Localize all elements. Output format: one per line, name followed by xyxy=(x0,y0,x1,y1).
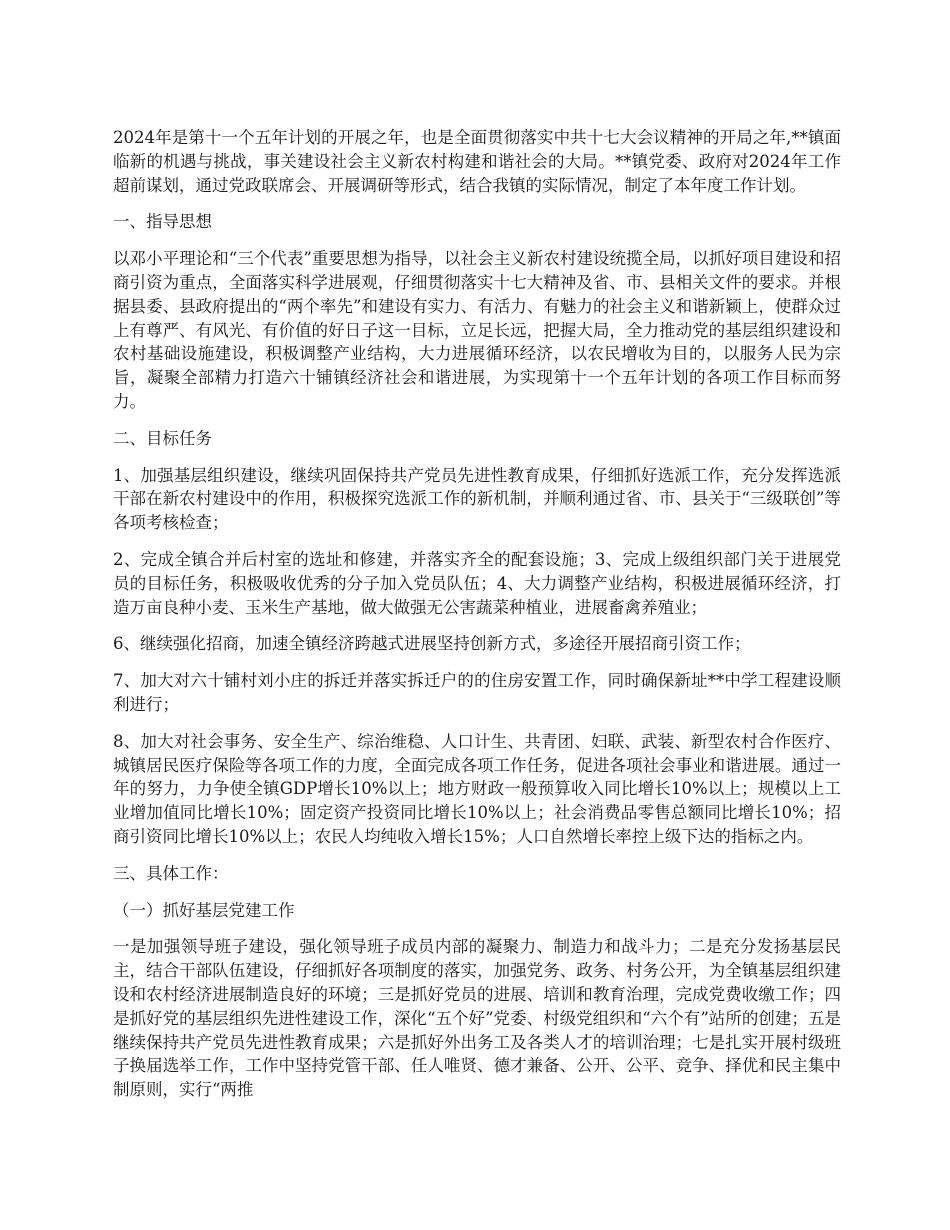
goal-item-8: 8、加大对社会事务、安全生产、综治维稳、人口计生、共青团、妇联、武装、新型农村合作医疗、城镇居民医疗保险等各项工作的力度，全面完成各项工作任务，促进各项社会事业和谐进展。通过一年的努力，力争使全镇GDP增长10%以上；地方财政一般预算收入同比增长10%以上；规模以上工业增加值同比增长10%；固定资产投资同比增长10%以上；社会消费品零售总额同比增长10%；招商引资同比增长10%以上；农民人均纯收入增长15%；人口自然增长率控上级下达的指标之内。 xyxy=(113,731,841,846)
document-body xyxy=(113,126,841,1115)
intro-paragraph: 2024年是第十一个五年计划的开展之年，也是全面贯彻落实中共十七大会议精神的开局之年,**镇面临新的机遇与挑战，事关建设社会主义新农村构建和谐社会的大局。**镇党委、政府对2024年工作超前谋划，通过党政联席会、开展调研等形式，结合我镇的实际情况，制定了本年度工作计划。 xyxy=(113,128,841,195)
goal-item-1: 1、加强基层组织建设，继续巩固保持共产党员先进性教育成果，仔细抓好选派工作，充分发挥选派干部在新农村建设中的作用，积极探究选派工作的新机制，并顺利通过省、市、县关于“三级联创”等各项考核检查； xyxy=(113,465,841,533)
party-building-paragraph: 一是加强领导班子建设，强化领导班子成员内部的凝聚力、制造力和战斗力；二是充分发扬基层民主，结合干部队伍建设，仔细抓好各项制度的落实，加强党务、政务、村务公开，为全镇基层组织建设和农村经济进展制造良好的环境；三是抓好党员的进展、培训和教育治理，完成党费收缴工作；四是抓好党的基层组织先进性建设工作，深化“五个好”党委、村级党组织和“六个有”站所的创建；五是继续保持共产党员先进性教育成果；六是抓好外出务工及各类人才的培训治理；七是扎实开展村级班子换届选举工作，工作中坚持党管干部、任人唯贤、德才兼备、公开、公平、竞争、择优和民主集中制原则，实行“两推 xyxy=(113,937,841,1100)
subsection-heading-party-building: （一）抓好基层党建工作 xyxy=(113,900,295,920)
section-heading-goals: 二、目标任务 xyxy=(113,428,212,448)
goal-item-6: 6、继续强化招商，加速全镇经济跨越式进展坚持创新方式，多途径开展招商引资工作； xyxy=(113,634,751,654)
goal-items-2-4: 2、完成全镇合并后村室的选址和修建，并落实齐全的配套设施；3、完成上级组织部门关于进展党员的目标任务，积极吸收优秀的分子加入党员队伍；4、大力调整产业结构，积极进展循环经济，打造万亩良种小麦、玉米生产基地，做大做强无公害蔬菜种植业，进展畜禽养殖业； xyxy=(113,549,841,617)
section-heading-specific-work: 三、具体工作： xyxy=(113,863,229,883)
goal-item-7: 7、加大对六十铺村刘小庄的拆迁并落实拆迁户的的住房安置工作，同时确保新址**中学工程建设顺利进行； xyxy=(113,671,841,714)
guiding-ideology-paragraph: 以邓小平理论和“三个代表”重要思想为指导，以社会主义新农村建设统揽全局，以抓好项目建设和招商引资为重点，全面落实科学进展观，仔细贯彻落实十七大精神及省、市、县相关文件的要求。并根据县委、县政府提出的“两个率先”和建设有实力、有活力、有魅力的社会主义和谐新颖上，使群众过上有尊严、有风光、有价值的好日子这一目标，立足长远，把握大局，全力推动党的基层组织建设和农村基础设施建设，积极调整产业结构，大力进展循环经济，以农民增收为目的，以服务人民为宗旨，凝聚全部精力打造六十铺镇经济社会和谐进展，为实现第十一个五年计划的各项工作目标而努力。 xyxy=(113,249,841,411)
section-heading-guiding-ideology: 一、指导思想 xyxy=(113,212,212,232)
